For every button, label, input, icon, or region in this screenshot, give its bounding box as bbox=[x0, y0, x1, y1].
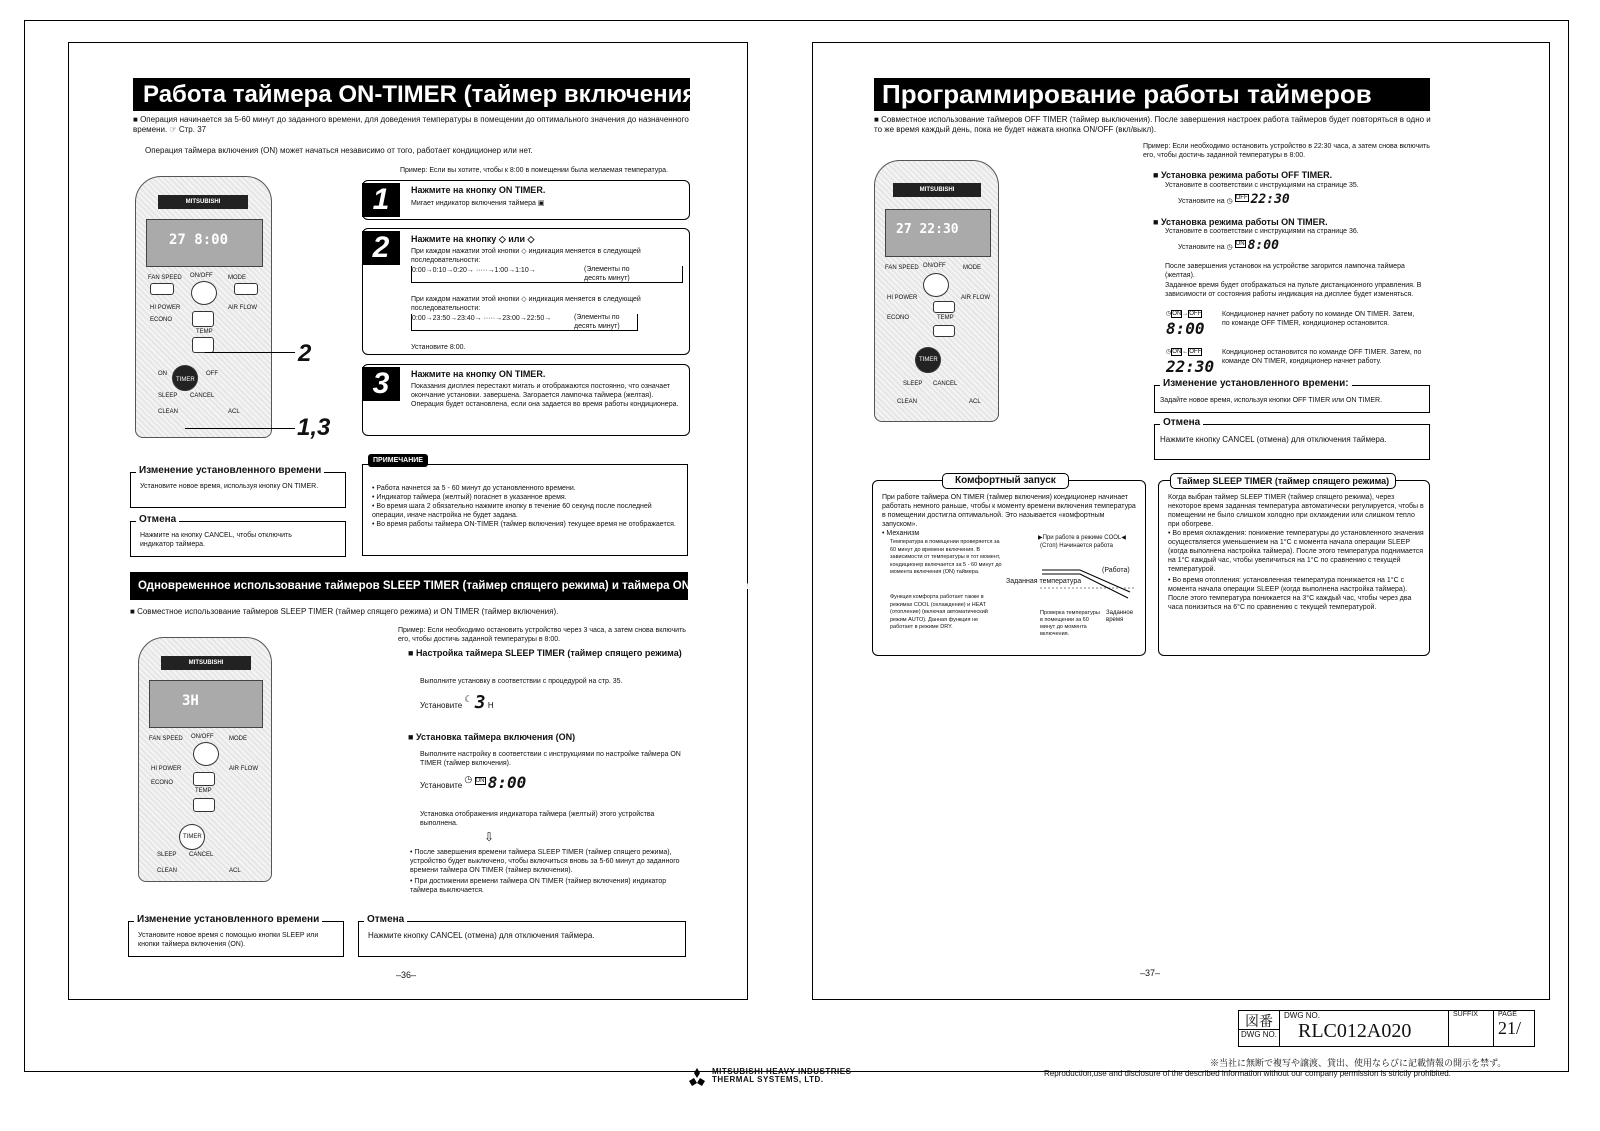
after-items bbox=[410, 848, 688, 895]
remote-label-fan-speed: FAN SPEED bbox=[148, 275, 182, 281]
brand-logo: MITSUBISHI bbox=[161, 656, 251, 670]
section2-bullet: ■ Совместное использование таймеров SLEEP TIMER (таймер спящего режима) и ON TIMER (таймер включения). bbox=[130, 607, 559, 616]
mode-button[interactable] bbox=[234, 283, 258, 295]
remote-label-fan-speed: FAN SPEED bbox=[149, 736, 183, 742]
on-tag: ON bbox=[475, 778, 485, 784]
left-cancel-text: Нажмите на кнопку CANCEL, чтобы отключить индикатор таймера. bbox=[140, 532, 292, 548]
right-cancel-text: Нажмите кнопку CANCEL (отмена) для отключения таймера. bbox=[1160, 435, 1387, 444]
fan-speed-button[interactable] bbox=[150, 283, 174, 295]
on-set-value: 8:00 bbox=[487, 773, 527, 792]
case2-display bbox=[1166, 348, 1216, 376]
case2-value: 22:30 bbox=[1166, 357, 1215, 376]
remote-label-clean: CLEAN bbox=[158, 409, 179, 415]
company-name-line1: MITSUBISHI HEAVY INDUSTRIES bbox=[712, 1067, 852, 1076]
left-cancel-text-2: Нажмите кнопку CANCEL (отмена) для отключения таймера. bbox=[368, 931, 595, 940]
remote-lcd-display bbox=[885, 209, 991, 257]
comfort-start-text: При работе таймера ON TIMER (таймер включения) кондиционер начинает работать немного раньше, чтобы к моменту времени включения температура в помещении достигла оптимальной. Это называется «комфортным запуском». bbox=[882, 494, 1136, 528]
chart-stop-label: (Стоп) Начинается работа bbox=[1040, 543, 1113, 549]
step1-number: 1 bbox=[362, 183, 400, 217]
sleep-setup-text: Выполните установку в соответствии с процедурой на стр. 35. bbox=[420, 678, 623, 685]
onoff-button[interactable] bbox=[923, 273, 949, 297]
note-items bbox=[372, 484, 680, 529]
remote-label-cancel: CANCEL bbox=[189, 852, 214, 858]
step2-seq-b-note: (Элементы по десять минут) bbox=[574, 314, 620, 330]
left-intro-note: Операция таймера включения (ON) может начаться независимо от того, работает кондиционер или нет. bbox=[145, 146, 533, 155]
right-page-title: Программирование работы таймеров bbox=[874, 78, 1430, 111]
callout-step-1-3: 1,3 bbox=[297, 414, 331, 441]
remote-label-fan-speed: FAN SPEED bbox=[885, 265, 919, 271]
copyright-notice-jp: ※当社に無断で複写や譲渡、貸出、使用ならびに記載情報の開示を禁ず。 bbox=[1210, 1058, 1507, 1068]
remote-lcd-display bbox=[149, 680, 263, 728]
sleep-timer-text: Когда выбран таймер SLEEP TIMER (таймер спящего режима), через некоторое время заданная температура автоматически регулируется, чтобы в помещении не было слишком холодно при охлаждении или слишком тепло при обогреве. bbox=[1168, 494, 1424, 528]
step2-set: Установите 8:00. bbox=[411, 344, 466, 351]
title-block-zuban: 図番 bbox=[1239, 1011, 1279, 1030]
right-example: Пример: Если необходимо остановить устройство в 22:30 часа, а затем снова включить его, чтобы достичь заданной температуры в 8:00. bbox=[1143, 143, 1430, 159]
step2-text-a: При каждом нажатии этой кнопки ◇ индикация меняется в следующей последовательности: bbox=[411, 248, 641, 264]
after-setup-1: После завершения установок на устройстве загорится лампочка таймера (желтая). bbox=[1165, 263, 1405, 279]
step2-number: 2 bbox=[362, 231, 400, 265]
clock-icon: ◷ bbox=[1226, 198, 1233, 205]
temp-up-button[interactable] bbox=[933, 301, 955, 313]
remote-label-air-flow: AIR FLOW bbox=[229, 766, 259, 772]
remote-label-on: ON bbox=[158, 371, 167, 377]
title-block-dwg-cell bbox=[1280, 1011, 1449, 1047]
case1-tags: ◷ON→OFF bbox=[1166, 311, 1202, 317]
onoff-button[interactable] bbox=[193, 742, 219, 766]
left-change-time-text-2: Установите новое время с помощью кнопки SLEEP или кнопки таймера включения (ON). bbox=[138, 932, 319, 948]
off-set-value: 22:30 bbox=[1250, 192, 1290, 207]
case1-display bbox=[1166, 310, 1216, 338]
title-block-zuban-cell bbox=[1239, 1011, 1280, 1047]
remote-control-illustration-3 bbox=[874, 160, 999, 422]
right-change-time-legend: Изменение установленного времени: bbox=[1160, 378, 1352, 390]
remote-label-acl: ACL bbox=[228, 409, 240, 415]
clock-icon: ◷ bbox=[464, 774, 473, 784]
right-intro: ■ Совместное использование таймеров OFF TIMER (таймер выключения). После завершения настроек работа таймеров будет повторяться в одно и то же время каждый день, пока не будет нажата кнопка ON/OFF (вкл/выкл). bbox=[874, 115, 1431, 134]
remote-control-illustration-2 bbox=[138, 637, 272, 882]
remote-label-hi-power: HI POWER bbox=[887, 295, 918, 301]
remote-label-temp: TEMP bbox=[196, 329, 213, 335]
step2-text-b: При каждом нажатии этой кнопки ◇ индикация меняется в следующей последовательности: bbox=[411, 296, 641, 312]
left-change-time-legend: Изменение установленного времени bbox=[136, 465, 324, 477]
left-intro-bullet: ■ Операция начинается за 5-60 минут до заданного времени, для доведения температуры в помещении до оптимального значения до назначенного времени. ☞ Стр. 37 bbox=[133, 115, 689, 134]
sleep-timer-legend: Таймер SLEEP TIMER (таймер спящего режима) bbox=[1170, 473, 1396, 489]
comfort-mech-head: • Механизм bbox=[882, 529, 919, 538]
remote-label-hi-power: HI POWER bbox=[150, 305, 181, 311]
remote-label-temp: TEMP bbox=[937, 315, 954, 321]
step2-sequence-b: 0:00→23:50→23:40→ ·····→23:00→22:50→ (Элементы по десять минут) bbox=[411, 314, 638, 331]
comfort-func-text: Функция комфорта работает также в режимах COOL (охлаждение) и HEAT (отопление) (включая автоматический режим AUTO). Данная функция не работает в режиме DRY. bbox=[890, 594, 988, 630]
temp-down-button[interactable] bbox=[933, 325, 955, 337]
step2-seq-a-note: (Элементы по десять минут) bbox=[584, 266, 630, 282]
callout-line-13 bbox=[185, 428, 295, 429]
temp-down-button[interactable] bbox=[192, 337, 214, 353]
remote-label-timer: TIMER bbox=[176, 377, 195, 383]
case1-text: Кондиционер начнет работу по команде ON TIMER. Затем, по команде OFF TIMER, кондиционер остановится. bbox=[1222, 311, 1415, 327]
remote-label-mode: MODE bbox=[229, 736, 247, 742]
left-change-time-text: Установите новое время, используя кнопку ON TIMER. bbox=[140, 483, 319, 490]
section2-example: Пример: Если необходимо остановить устройство через 3 часа, а затем снова включить его, чтобы достичь заданной температуры в 8:00. bbox=[398, 627, 686, 643]
intro-page-ref: Стр. 37 bbox=[178, 125, 207, 134]
on-timer-text: Установите в соответствии с инструкциями на странице 36. bbox=[1165, 228, 1359, 235]
after-item: • При достижении времени таймера ON TIMER (таймер включения) индикатор таймера выключается. bbox=[410, 877, 688, 895]
lcd-readout: 27 22:30 bbox=[896, 222, 959, 237]
step1-text: Мигает индикатор включения таймера ▣ bbox=[411, 200, 545, 207]
sleep-timer-item: • Во время отопления: установленная температура понижается на 1°C с момента начала операции SLEEP (когда выполнена настройка таймера). После этого температура понижается на 3°C каждый час, чтобы через два часа понизиться на 6°C по сравнению с текущей температурой. bbox=[1168, 576, 1424, 612]
case2-tags: ◷ON←OFF bbox=[1166, 349, 1202, 355]
on-set-value-right: 8:00 bbox=[1247, 238, 1279, 253]
note-item: • Во время работы таймера ON-TIMER (таймер включения) текущее время не отображается. bbox=[372, 520, 680, 529]
temp-up-button[interactable] bbox=[192, 311, 214, 327]
remote-label-econo: ECONO bbox=[887, 315, 910, 321]
remote-label-onoff: ON/OFF bbox=[190, 273, 213, 279]
after-item: • После завершения времени таймера SLEEP TIMER (таймер спящего режима), устройство будет выключено, чтобы включиться вновь за 5-60 минут до заданного времени таймера ON TIMER (таймер включения). bbox=[410, 848, 688, 875]
on-setup-text: Выполните настройку в соответствии с инструкциями по настройке таймера ON TIMER (таймер включения). bbox=[420, 751, 681, 767]
left-page-number: –36– bbox=[396, 970, 417, 980]
title-block-suffix-label: SUFFIX bbox=[1453, 1011, 1478, 1018]
three-diamonds-icon bbox=[686, 1068, 708, 1086]
remote-label-hi-power: HI POWER bbox=[151, 766, 182, 772]
temp-down-button[interactable] bbox=[193, 798, 215, 812]
note-item: • Индикатор таймера (желтый) погаснет в указанное время. bbox=[372, 493, 680, 502]
note-item: • Во время шага 2 обязательно нажмите кнопку в течение 60 секунд после последней операции, иначе настройка не будет задана. bbox=[372, 502, 680, 520]
remote-label-mode: MODE bbox=[228, 275, 246, 281]
left-example: Пример: Если вы хотите, чтобы к 8:00 в помещении была желаемая температура. bbox=[400, 167, 668, 174]
on-timer-heading: ■ Установка режима работы ON TIMER. bbox=[1153, 217, 1328, 227]
remote-label-sleep: SLEEP bbox=[157, 852, 177, 858]
copyright-notice-en: Reproduction,use and disclosure of the described information without our company permission is strictly prohibited. bbox=[1044, 1069, 1451, 1078]
remote-label-onoff: ON/OFF bbox=[923, 263, 946, 269]
remote-label-air-flow: AIR FLOW bbox=[228, 305, 258, 311]
on-set-row-right: Установите на ◷ ON 8:00 bbox=[1178, 238, 1279, 253]
chart-check-label: Проверка температуры в помещении за 60 минут до момента включения. bbox=[1040, 610, 1100, 637]
company-name bbox=[712, 1068, 851, 1084]
remote-label-timer: TIMER bbox=[919, 357, 938, 363]
sleep-set-unit: H bbox=[487, 701, 494, 710]
remote-label-sleep: SLEEP bbox=[158, 393, 178, 399]
title-block-page-value: 21/ bbox=[1498, 1018, 1522, 1038]
drawing-title-block bbox=[1238, 1010, 1535, 1047]
title-block-suffix-cell bbox=[1449, 1011, 1494, 1047]
step2-heading: Нажмите на кнопку ◇ или ◇ bbox=[411, 234, 535, 244]
remote-label-off: OFF bbox=[206, 371, 218, 377]
hand-pointer-icon: ☞ bbox=[169, 125, 177, 134]
remote-label-temp: TEMP bbox=[195, 788, 212, 794]
section2-title: Одновременное использование таймеров SLEEP TIMER (таймер спящего режима) и таймера ON-TIMER (таймер включения) bbox=[130, 572, 688, 600]
right-change-time-text: Задайте новое время, используя кнопки OFF TIMER или ON TIMER. bbox=[1160, 397, 1383, 404]
chart-time-label: Заданное время bbox=[1106, 610, 1134, 623]
right-cancel-legend: Отмена bbox=[1160, 417, 1203, 429]
remote-label-econo: ECONO bbox=[151, 780, 174, 786]
remote-label-cancel: CANCEL bbox=[933, 381, 958, 387]
comfort-curve-graphic bbox=[1040, 564, 1140, 604]
temp-up-button[interactable] bbox=[193, 772, 215, 786]
remote-label-mode: MODE bbox=[963, 265, 981, 271]
remote-label-cancel: CANCEL bbox=[190, 393, 215, 399]
step2-sequence-a: 0:00→0:10→0:20→ ·····→1:00→1:10→ (Элементы по десять минут) bbox=[411, 266, 683, 283]
lcd-readout: 27 8:00 bbox=[169, 232, 229, 248]
remote-label-clean: CLEAN bbox=[157, 868, 178, 874]
sleep-icon: ☾ bbox=[464, 694, 473, 704]
left-cancel-legend-2: Отмена bbox=[364, 914, 407, 926]
case2-text: Кондиционер остановится по команде OFF TIMER. Затем, по команде ON TIMER, кондиционер начнет работу. bbox=[1222, 349, 1422, 365]
step3-heading: Нажмите на кнопку ON TIMER. bbox=[411, 369, 546, 379]
sleep-set-value: 3 bbox=[474, 692, 486, 713]
remote-label-sleep: SLEEP bbox=[903, 381, 923, 387]
title-block-dwg-label: DWG NO. bbox=[1284, 1011, 1320, 1020]
on-tag: ON bbox=[1235, 241, 1245, 247]
sleep-timer-items bbox=[1168, 529, 1424, 612]
note-item: • Работа начнется за 5 - 60 минут до установленного времени. bbox=[372, 484, 680, 493]
brand-logo: MITSUBISHI bbox=[158, 195, 248, 209]
remote-label-econo: ECONO bbox=[150, 317, 173, 323]
on-done-text: Установка отображения индикатора таймера (желтый) этого устройства выполнена. bbox=[420, 811, 655, 827]
brand-logo: MITSUBISHI bbox=[893, 183, 981, 197]
after-setup-2: Заданное время будет отображаться на пульте дистанционного управления. В зависимости от состояния работы индикация на дисплее будет изменяться. bbox=[1165, 282, 1422, 298]
title-block-dwg-label2: DWG NO. bbox=[1241, 1030, 1277, 1039]
timer-indicator-icon: ▣ bbox=[537, 200, 545, 207]
remote-label-acl: ACL bbox=[969, 399, 981, 405]
remote-label-air-flow: AIR FLOW bbox=[961, 295, 991, 301]
company-logo bbox=[686, 1068, 708, 1091]
off-set-row: Установите на ◷ OFF 22:30 bbox=[1178, 192, 1290, 207]
chart-cool-label: ▶При работе в режиме COOL◀ bbox=[1038, 535, 1126, 541]
title-block-page-cell bbox=[1494, 1011, 1535, 1047]
comfort-chart bbox=[1006, 530, 1142, 650]
left-change-time-legend-2: Изменение установленного времени bbox=[134, 914, 322, 926]
remote-label-onoff: ON/OFF bbox=[191, 734, 214, 740]
clock-icon: ◷ bbox=[1226, 244, 1233, 251]
off-timer-heading: ■ Установка режима работы OFF TIMER. bbox=[1153, 170, 1333, 180]
remote-label-clean: CLEAN bbox=[897, 399, 918, 405]
case1-value: 8:00 bbox=[1166, 319, 1205, 338]
company-name-line2: THERMAL SYSTEMS, LTD. bbox=[712, 1075, 824, 1084]
title-block-page-label: PAGE bbox=[1498, 1011, 1517, 1018]
left-page-title: Работа таймера ON-TIMER (таймер включения) bbox=[133, 78, 690, 111]
right-page-number: –37– bbox=[1140, 968, 1161, 978]
title-block-dwg-value: RLC012A020 bbox=[1298, 1020, 1412, 1042]
callout-line-2 bbox=[205, 352, 295, 353]
lcd-readout: 3H bbox=[182, 693, 199, 709]
on-setup-heading: ■ Установка таймера включения (ON) bbox=[408, 732, 576, 742]
sleep-setup-heading: ■ Настройка таймера SLEEP TIMER (таймер спящего режима) bbox=[408, 648, 682, 658]
left-cancel-legend: Отмена bbox=[136, 514, 179, 526]
on-set-row: Установите ◷ $^{ON}$ 8:00 bbox=[420, 773, 527, 792]
remote-label-timer: TIMER bbox=[183, 834, 202, 840]
off-timer-text: Установите в соответствии с инструкциями на странице 35. bbox=[1165, 182, 1359, 189]
step1-heading: Нажмите на кнопку ON TIMER. bbox=[411, 185, 546, 195]
arrow-down-icon: ⇩ bbox=[484, 830, 495, 844]
comfort-mech-text: Температура в помещении проверяется за 60 минут до времени включения. В зависимости от температуры в тот момент, кондиционер включается за 5 - 60 минут до момента включения (ON) таймера. bbox=[890, 539, 1002, 575]
off-tag: OFF bbox=[1235, 195, 1248, 201]
remote-lcd-display bbox=[146, 219, 263, 267]
step3-text: Показания дисплея перестают мигать и отображаются постоянно, что означает окончание установки. завершена. Загорается лампочка таймера (желтая). Операция будет остановлена, если она задается во время работы кондиционера. bbox=[411, 383, 679, 408]
step3-number: 3 bbox=[362, 367, 400, 401]
note-badge: ПРИМЕЧАНИЕ bbox=[368, 454, 428, 467]
remote-label-acl: ACL bbox=[229, 868, 241, 874]
chart-settemp-label: Заданная температура bbox=[1006, 578, 1082, 585]
sleep-timer-item: • Во время охлаждения: понижение температуры до установленного значения осуществляется уменьшением на 1°C с момента начала операции SLEEP (когда выполнена настройка таймера). После этого температура поднимается на 1°C каждый час, чтобы увеличиться на 1°C по сравнению с текущей температурой. bbox=[1168, 529, 1424, 574]
comfort-start-legend: Комфортный запуск bbox=[942, 473, 1069, 489]
onoff-button[interactable] bbox=[191, 281, 217, 305]
callout-step-2: 2 bbox=[298, 340, 312, 367]
chart-work-label: (Работа) bbox=[1102, 567, 1130, 574]
remote-control-illustration bbox=[135, 176, 272, 438]
sleep-set-row: Установите ☾ 3 H bbox=[420, 692, 494, 713]
